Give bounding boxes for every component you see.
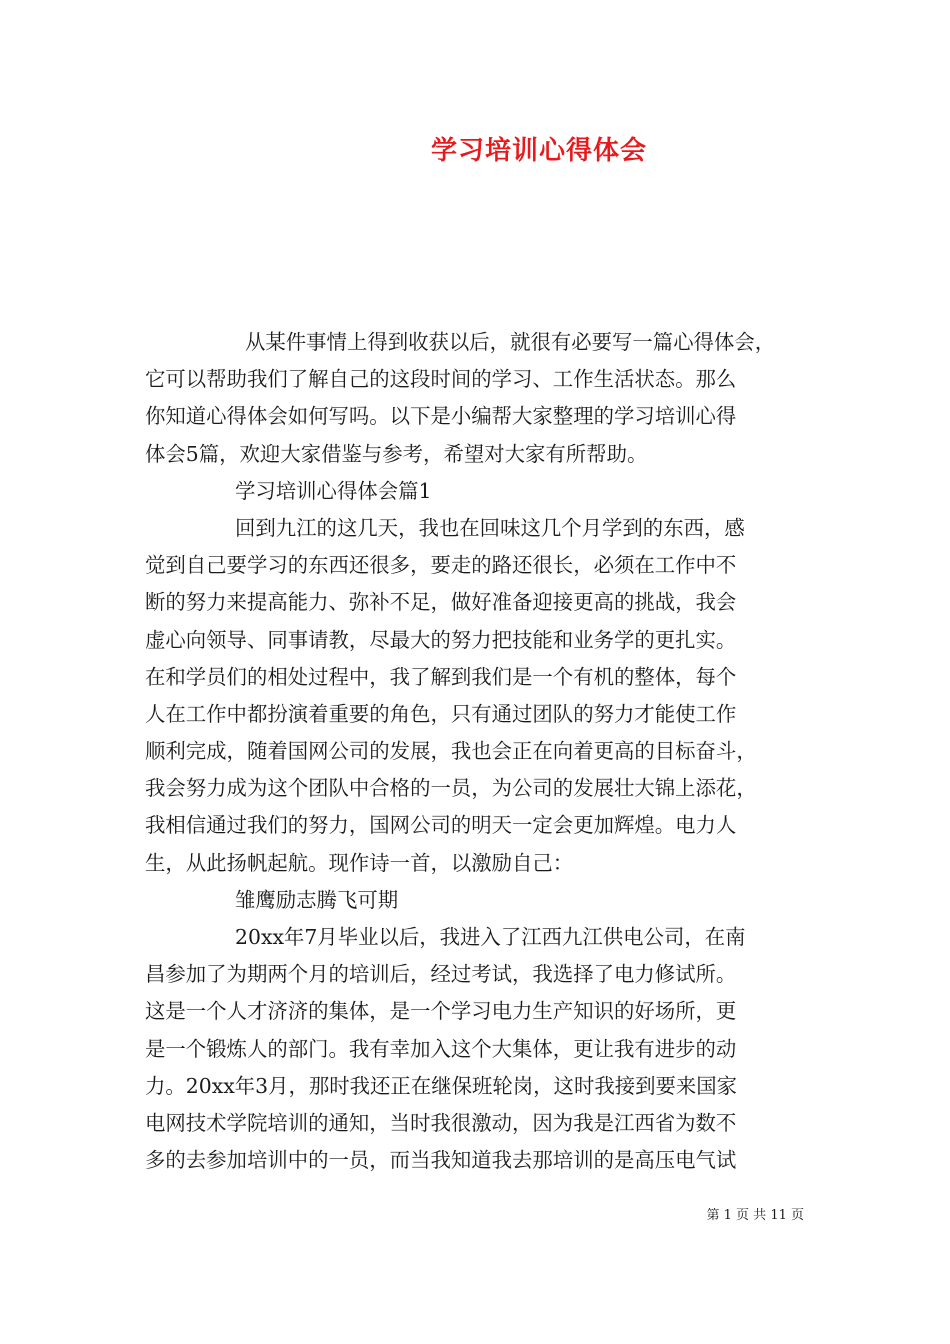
paragraph-line: 20xx年7月毕业以后，我进入了江西九江供电公司，在南: [235, 925, 746, 949]
document-body: [145, 324, 825, 1179]
paragraph-line: 我会努力成为这个团队中合格的一员，为公司的发展壮大锦上添花，: [145, 776, 757, 801]
intro-line: 从某件事情上得到收获以后，就很有必要写一篇心得体会，: [245, 330, 776, 354]
intro-line: 体会5篇，欢迎大家借鉴与参考，希望对大家有所帮助。: [145, 441, 648, 466]
paragraph-line: 回到九江的这几天，我也在回味这几个月学到的东西，感: [235, 515, 745, 540]
document-title: 学习培训心得体会: [430, 136, 647, 166]
paragraph-line: 觉到自己要学习的东西还很多，要走的路还很长，必须在工作中不: [145, 553, 737, 578]
paragraph-line: 在和学员们的相处过程中，我了解到我们是一个有机的整体，每个: [145, 664, 737, 689]
intro-paragraph: [145, 324, 825, 473]
paragraph-line: 电网技术学院培训的通知，当时我很激动，因为我是江西省为数不: [145, 1110, 737, 1135]
paragraph-line: 多的去参加培训中的一员，而当我知道我去那培训的是高压电气试: [145, 1148, 737, 1173]
section-heading: 学习培训心得体会篇1: [235, 478, 432, 503]
paragraph-line: 人在工作中都扮演着重要的角色，只有通过团队的努力才能使工作: [145, 701, 737, 726]
paragraph-line: 生，从此扬帆起航。现作诗一首，以激励自己：: [145, 850, 574, 875]
paragraph-line: 虚心向领导、同事请教，尽最大的努力把技能和业务学的更扎实。: [145, 627, 737, 652]
paragraph-line: 顺利完成，随着国网公司的发展，我也会正在向着更高的目标奋斗，: [145, 739, 757, 764]
poem-title: 雏鹰励志腾飞可期: [235, 887, 399, 912]
intro-line: 你知道心得体会如何写吗。以下是小编帮大家整理的学习培训心得: [145, 404, 737, 429]
paragraph-line: 断的努力来提高能力、弥补不足，做好准备迎接更高的挑战，我会: [145, 590, 737, 615]
paragraph-2: [145, 919, 825, 1179]
paragraph-line: 力。20xx年3月，那时我还正在继保班轮岗，这时我接到要来国家: [145, 1073, 738, 1098]
paragraph-1: [145, 510, 825, 882]
paragraph-line: 是一个锻炼人的部门。我有幸加入这个大集体，更让我有进步的动: [145, 1036, 737, 1061]
paragraph-line: 这是一个人才济济的集体，是一个学习电力生产知识的好场所，更: [145, 999, 737, 1024]
intro-line: 它可以帮助我们了解自己的这段时间的学习、工作生活状态。那么: [145, 367, 737, 392]
paragraph-line: 我相信通过我们的努力，国网公司的明天一定会更加辉煌。电力人: [145, 813, 737, 838]
page-footer: 第 1 页 共 11 页: [706, 1208, 804, 1223]
paragraph-line: 昌参加了为期两个月的培训后，经过考试，我选择了电力修试所。: [145, 962, 737, 987]
